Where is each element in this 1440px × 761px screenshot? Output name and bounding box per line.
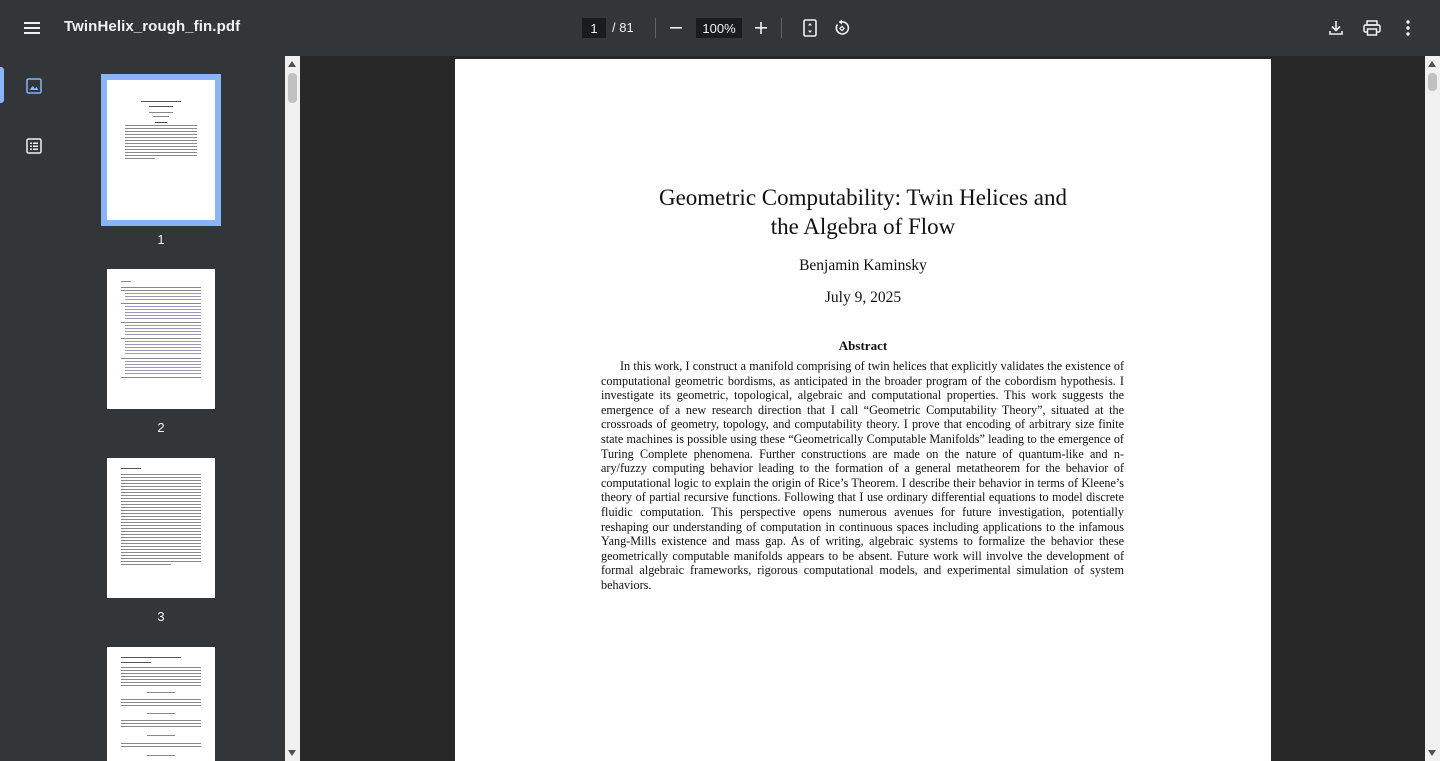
download-icon[interactable] (1320, 12, 1352, 44)
scrollbar-thumb[interactable] (1428, 73, 1437, 91)
page-number-input[interactable]: 1 (582, 18, 606, 38)
paper-date: July 9, 2025 (824, 289, 902, 306)
thumbnail-panel (60, 56, 285, 761)
rotate-icon[interactable] (826, 12, 858, 44)
thumbnail-scrollbar[interactable] (285, 56, 300, 761)
scroll-down-arrow[interactable] (1428, 750, 1436, 756)
page-total: / 81 (612, 20, 634, 35)
paper-title (455, 183, 1271, 241)
thumbnail-page-2[interactable] (107, 269, 215, 409)
sidebar-rail (0, 56, 60, 761)
fit-page-icon[interactable] (794, 12, 826, 44)
thumbnails-icon[interactable] (18, 70, 50, 102)
thumbnail-label: 1 (157, 232, 165, 247)
pdf-page (455, 59, 1271, 761)
zoom-out-icon[interactable] (660, 12, 692, 44)
thumbnail-page-1[interactable] (107, 80, 215, 220)
paper-author: Benjamin Kaminsky (799, 257, 927, 274)
document-scrollbar[interactable] (1425, 56, 1440, 761)
scroll-up-arrow[interactable] (288, 61, 296, 67)
print-icon[interactable] (1356, 12, 1388, 44)
zoom-level-input[interactable]: 100% (696, 18, 742, 38)
thumbnail-label: 3 (157, 609, 165, 624)
thumbnail-page-3[interactable] (107, 458, 215, 598)
abstract-text: In this work, I construct a manifold comprising of twin helices that explicitly validates the existence of computational geometric bordisms, as anticipated in the broader program of the cobordism hypothesis. I investigate its geometric, topological, algebraic and computational properties. This work suggests the emergence of a new research direction that I call “Geometric Computability Theory”, situated at the crossroads of geometry, topology, and computability theory. I prove that encoding of arbitrary size finite state machines is possible using these “Geometrically Computable Manifolds” leading to the emergence of Turing Complete phenomena. Further constructions are made on the nature of quantum-like and n-ary/fuzzy computing behavior leading to the formation of a general metatheorem for the behavior of computational logic to explain the origin of Rice’s Theorem. I describe their behavior in terms of Kleene’s theory of partial recursive functions. Following that I use ordinary differential equations to model discrete fluidic computation. This perspective opens numerous avenues for future investigation, potentially reshaping our understanding of computation in continuous spaces including applications to the infamous Yang-Mills existence and mass gap. As of writing, algebraic systems to formalize the behavior these geometrically computable manifolds appears to be absent. Future work will involve the development of formal algebraic frameworks, rigorous computational models, and experimental simulation of system behaviors. (601, 359, 1124, 592)
paper-title-line-1: Geometric Computability: Twin Helices and (658, 185, 1068, 210)
pdf-toolbar (0, 0, 1440, 56)
active-tab-indicator (0, 67, 4, 103)
thumbnail-label: 2 (157, 420, 165, 435)
paper-title-line-2: the Algebra of Flow (770, 214, 956, 239)
menu-icon[interactable] (16, 12, 48, 44)
outline-icon[interactable] (18, 130, 50, 162)
scroll-up-arrow[interactable] (1428, 61, 1436, 67)
document-viewer (300, 56, 1425, 761)
toolbar-divider (781, 18, 782, 38)
scroll-down-arrow[interactable] (288, 750, 296, 756)
more-icon[interactable] (1392, 12, 1424, 44)
document-title: TwinHelix_rough_fin.pdf (64, 18, 241, 35)
abstract-heading: Abstract (838, 338, 888, 353)
zoom-in-icon[interactable] (745, 12, 777, 44)
thumbnail-page-4[interactable] (107, 647, 215, 761)
scrollbar-thumb[interactable] (288, 73, 297, 103)
toolbar-divider (655, 18, 656, 38)
